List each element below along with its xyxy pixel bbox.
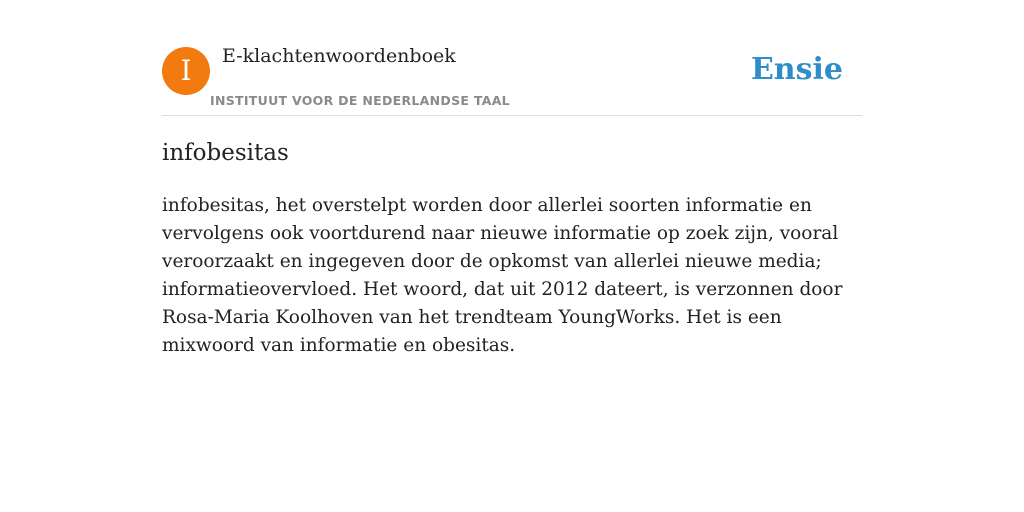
entry-term: infobesitas — [162, 140, 289, 166]
source-title[interactable]: E-klachtenwoordenboek — [222, 45, 456, 67]
entry-definition: infobesitas, het overstelpt worden door allerlei soorten informatie en vervolgens ook voortdurend naar nieuwe informatie op zoek zijn, vooral veroorzaakt en ingegeven door de opkomst van allerlei nieuwe media; informatieovervloed. Het woord, dat uit 2012 dateert, is verzonnen door Rosa-Maria Koolhoven van het trendteam YoungWorks. Het is een mixwoord van informatie en obesitas. — [162, 195, 843, 356]
entry-card — [162, 0, 862, 356]
source-avatar: I — [162, 47, 210, 95]
brand-logo[interactable]: Ensie — [750, 52, 843, 87]
source-subtitle: INSTITUUT VOOR DE NEDERLANDSE TAAL — [210, 93, 510, 108]
entry-header — [162, 0, 862, 116]
